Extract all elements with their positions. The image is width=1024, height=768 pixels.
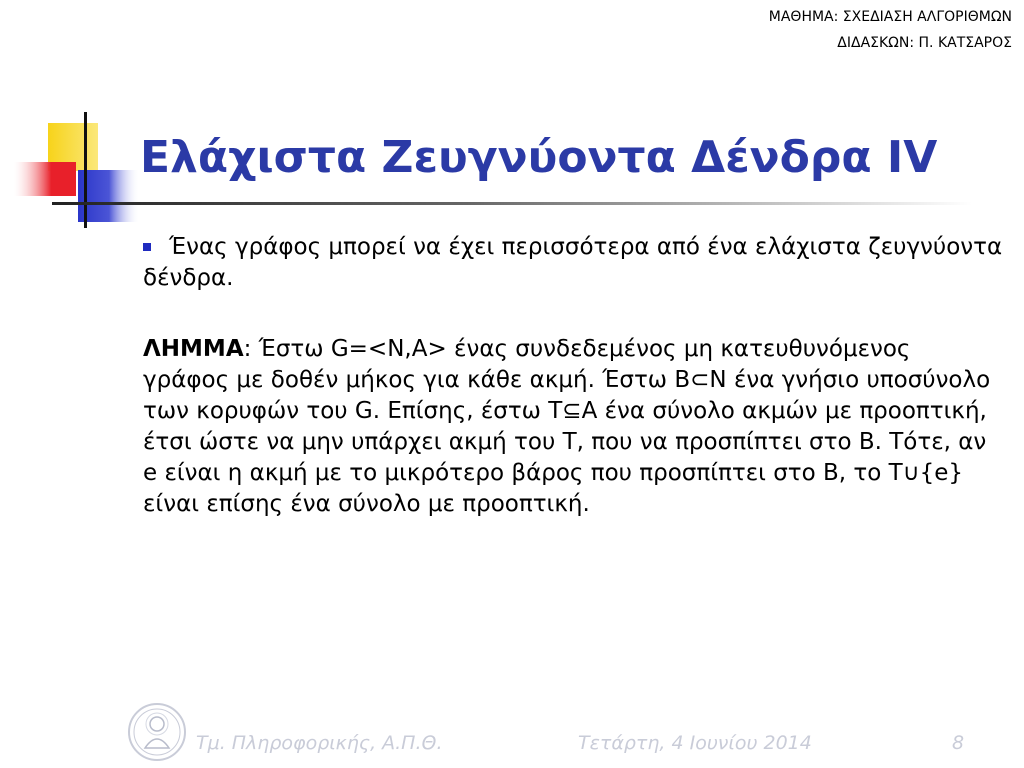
footer-date: Τετάρτη, 4 Ιουνίου 2014	[578, 732, 812, 754]
slide-footer	[0, 724, 1024, 764]
deco-red-square	[14, 162, 76, 196]
lemma-paragraph	[143, 334, 1003, 520]
bullet-item	[143, 232, 1003, 294]
footer-department: Τμ. Πληροφορικής, Α.Π.Θ.	[196, 732, 443, 754]
lemma-label: ΛΗΜΜΑ	[143, 336, 244, 362]
subset-eq-symbol: ⊆	[562, 398, 582, 424]
lemma-text-3: A ένα σύνολο ακμών με προοπτική, έτσι ώστε να μην υπάρχει ακμή του T, που να προσπίπτει στο B. Τότε, αν e είναι η ακμή με το μικρότερο βάρος που προσπίπτει στο B, το T	[143, 398, 987, 486]
slide-header	[769, 4, 1012, 56]
lemma-text-2: N ένα γνήσιο υποσύνολο των κορυφών του G. Επίσης, έστω T	[143, 367, 991, 424]
slide-title: Ελάχιστα Ζευγνύοντα Δένδρα IV	[140, 132, 938, 183]
lemma-text-4: {e} είναι επίσης ένα σύνολο με προοπτική.	[143, 460, 963, 517]
lemma-text-1: : Έστω G=<N,A> ένας συνδεδεμένος μη κατευθυνόμενος γράφος με δοθέν μήκος για κάθε ακμή. Έστω B	[143, 336, 911, 393]
slide-content	[143, 232, 1003, 520]
course-label: ΜΑΘΗΜΑ: ΣΧΕΔΙΑΣΗ ΑΛΓΟΡΙΘΜΩΝ	[768, 9, 1012, 25]
subset-symbol: ⊂	[690, 367, 710, 393]
deco-vertical-line	[84, 112, 87, 228]
square-bullet-icon	[143, 243, 151, 251]
instructor-label: ΔΙΔΑΣΚΩΝ: Π. ΚΑΤΣΑΡΟΣ	[837, 35, 1012, 51]
union-symbol: ∪	[902, 460, 920, 486]
page-number: 8	[952, 732, 965, 754]
bullet-text: Ένας γράφος μπορεί να έχει περισσότερα από ένα ελάχιστα ζευγνύοντα δένδρα.	[143, 234, 1003, 291]
title-underline	[52, 202, 972, 205]
deco-blue-square	[78, 170, 140, 222]
